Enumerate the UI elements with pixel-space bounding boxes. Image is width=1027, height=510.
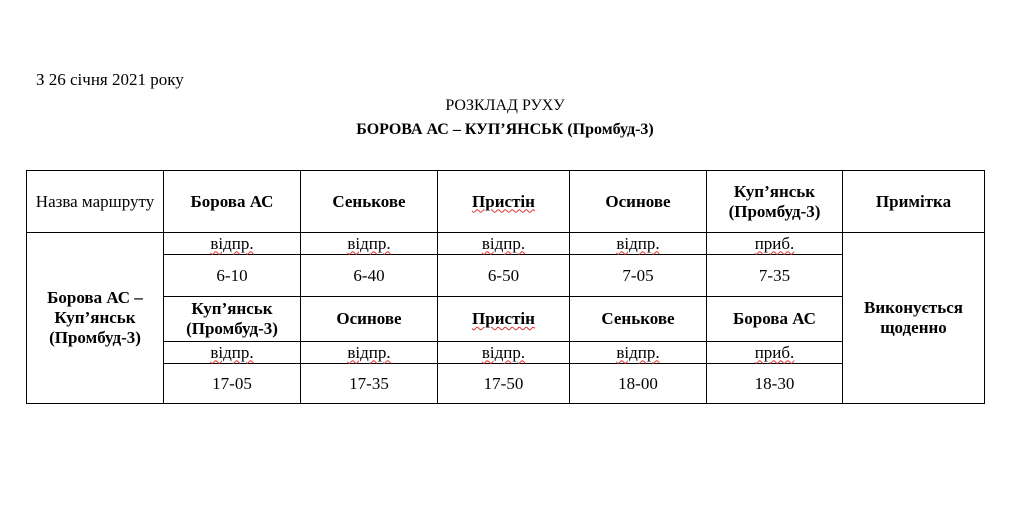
forward-label: приб.: [707, 233, 843, 255]
backward-label: відпр.: [301, 342, 438, 364]
route-title: БОРОВА АС – КУП’ЯНСЬК (Промбуд-3): [356, 121, 654, 138]
backward-time: 18-30: [707, 364, 843, 404]
forward-time: 7-35: [707, 255, 843, 297]
schedule-table: [26, 170, 985, 404]
stop-header-prystin: Пристін: [438, 171, 570, 233]
stop-header-osynove: Осинове: [570, 171, 707, 233]
note-header: Примітка: [843, 171, 985, 233]
stop-prystin: Пристін: [438, 297, 570, 342]
stop-kupiansk: Куп’янськ (Промбуд-3): [164, 297, 301, 342]
forward-time: 7-05: [570, 255, 707, 297]
forward-label: відпр.: [301, 233, 438, 255]
backward-time: 17-50: [438, 364, 570, 404]
backward-times-row: [27, 364, 985, 404]
schedule-title: РОЗКЛАД РУХУ: [445, 97, 565, 114]
forward-times-row: [27, 255, 985, 297]
forward-label: відпр.: [438, 233, 570, 255]
backward-label: відпр.: [570, 342, 707, 364]
route-name-cell: Борова АС – Куп’янськ (Промбуд-3): [27, 233, 164, 404]
forward-time: 6-50: [438, 255, 570, 297]
stop-header-kupiansk: Куп’янськ (Промбуд-3): [707, 171, 843, 233]
backward-time: 18-00: [570, 364, 707, 404]
forward-label: відпр.: [570, 233, 707, 255]
stop-senkove: Сеньковe: [570, 297, 707, 342]
effective-date: З 26 січня 2021 року: [36, 70, 184, 89]
backward-stops-row: [27, 297, 985, 342]
stop-borova: Борова АС: [707, 297, 843, 342]
backward-label: відпр.: [164, 342, 301, 364]
stop-osynove: Осинове: [301, 297, 438, 342]
forward-label: відпр.: [164, 233, 301, 255]
note-cell: Виконується щоденно: [843, 233, 985, 404]
backward-label: приб.: [707, 342, 843, 364]
header-row: [27, 171, 985, 233]
stop-header-senkove: Сеньковe: [301, 171, 438, 233]
backward-time: 17-35: [301, 364, 438, 404]
route-name-header: Назва маршруту: [27, 171, 164, 233]
forward-time: 6-40: [301, 255, 438, 297]
backward-labels-row: [27, 342, 985, 364]
stop-header-borova: Борова АС: [164, 171, 301, 233]
backward-time: 17-05: [164, 364, 301, 404]
forward-labels-row: [27, 233, 985, 255]
backward-label: відпр.: [438, 342, 570, 364]
forward-time: 6-10: [164, 255, 301, 297]
